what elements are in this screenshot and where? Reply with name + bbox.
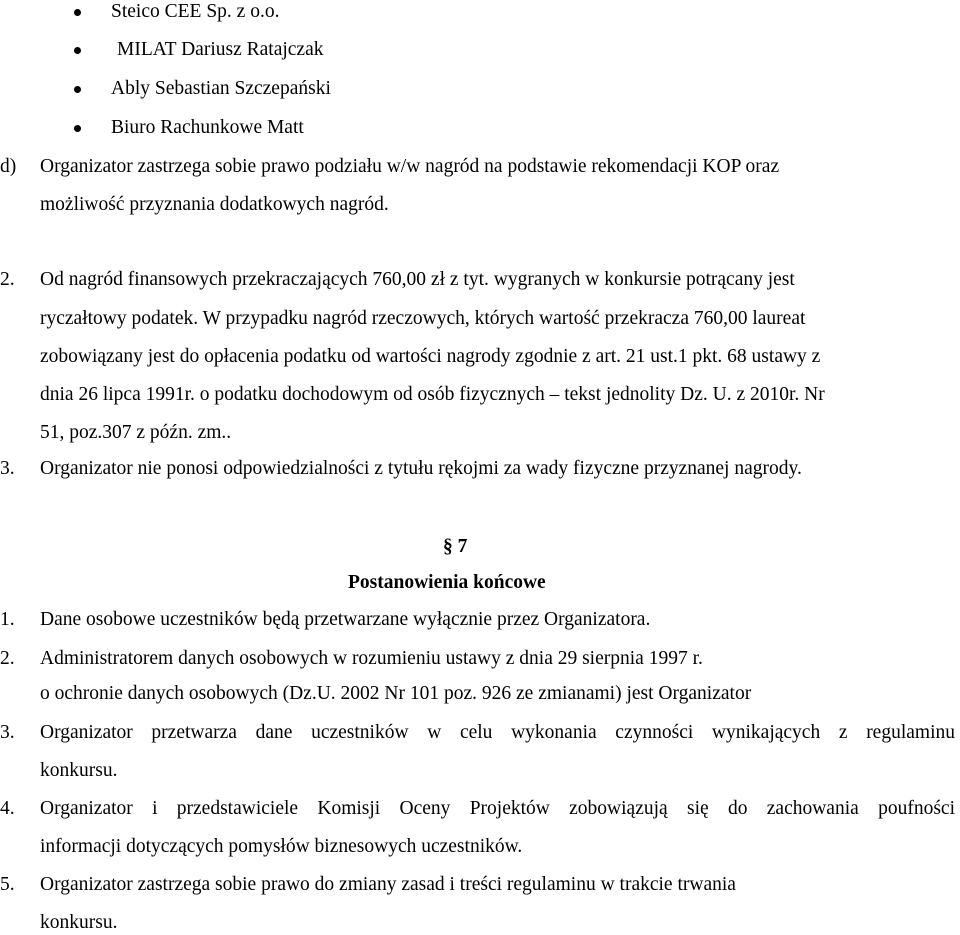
section-number: § 7 [443,536,468,557]
paragraph-line: konkursu. [40,912,118,933]
item-marker: 3. [0,458,15,479]
list-item: Biuro Rachunkowe Matt [111,117,304,138]
item-marker: 2. [0,269,15,290]
paragraph-line: Organizator zastrzega sobie prawo podziału w/w nagród na podstawie rekomendacji KOP oraz [40,156,780,177]
paragraph-line: ryczałtowy podatek. W przypadku nagród rzeczowych, których wartość przekracza 760,00 laureat [40,308,806,329]
item-marker: 3. [0,722,15,743]
list-item: MILAT Dariusz Ratajczak [117,39,324,60]
bullet-icon [74,9,81,16]
paragraph-line: Organizator nie ponosi odpowiedzialności z tytułu rękojmi za wady fizyczne przyznanej nagrody. [40,458,802,479]
item-marker: 5. [0,874,15,895]
paragraph-line: 51, poz.307 z późn. zm.. [40,422,232,443]
item-marker: 2. [0,648,15,669]
paragraph-line: konkursu. [40,760,118,781]
paragraph-line: Dane osobowe uczestników będą przetwarzane wyłącznie przez Organizatora. [40,609,651,630]
paragraph-line: dnia 26 lipca 1991r. o podatku dochodowym od osób fizycznych – tekst jednolity Dz. U. z 2010r. Nr [40,384,825,405]
paragraph-line: Administratorem danych osobowych w rozumieniu ustawy z dnia 29 sierpnia 1997 r. [40,648,703,669]
paragraph-line: Organizator i przedstawiciele Komisji Oceny Projektów zobowiązują się do zachowania poufności [40,798,955,819]
paragraph-line: informacji dotyczących pomysłów biznesowych uczestników. [40,836,523,857]
item-marker: 4. [0,798,15,819]
section-title: Postanowienia końcowe [348,572,546,593]
bullet-icon [74,47,81,54]
paragraph-line: możliwość przyznania dodatkowych nagród. [40,194,389,215]
list-item: Steico CEE Sp. z o.o. [111,1,280,22]
paragraph-line: zobowiązany jest do opłacenia podatku od wartości nagrody zgodnie z art. 21 ust.1 pkt. 68 ustawy z [40,346,821,367]
paragraph-line: Organizator zastrzega sobie prawo do zmiany zasad i treści regulaminu w trakcie trwania [40,874,736,895]
bullet-icon [74,125,81,132]
paragraph-line: Od nagród finansowych przekraczających 760,00 zł z tyt. wygranych w konkursie potrącany jest [40,269,795,290]
item-marker: 1. [0,609,15,630]
paragraph-line: Organizator przetwarza dane uczestników w celu wykonania czynności wynikających z regulaminu [40,722,955,743]
list-item: Ably Sebastian Szczepański [111,78,331,99]
bullet-icon [74,86,81,93]
item-marker: d) [0,156,17,177]
paragraph-line: o ochronie danych osobowych (Dz.U. 2002 Nr 101 poz. 926 ze zmianami) jest Organizator [40,683,752,704]
